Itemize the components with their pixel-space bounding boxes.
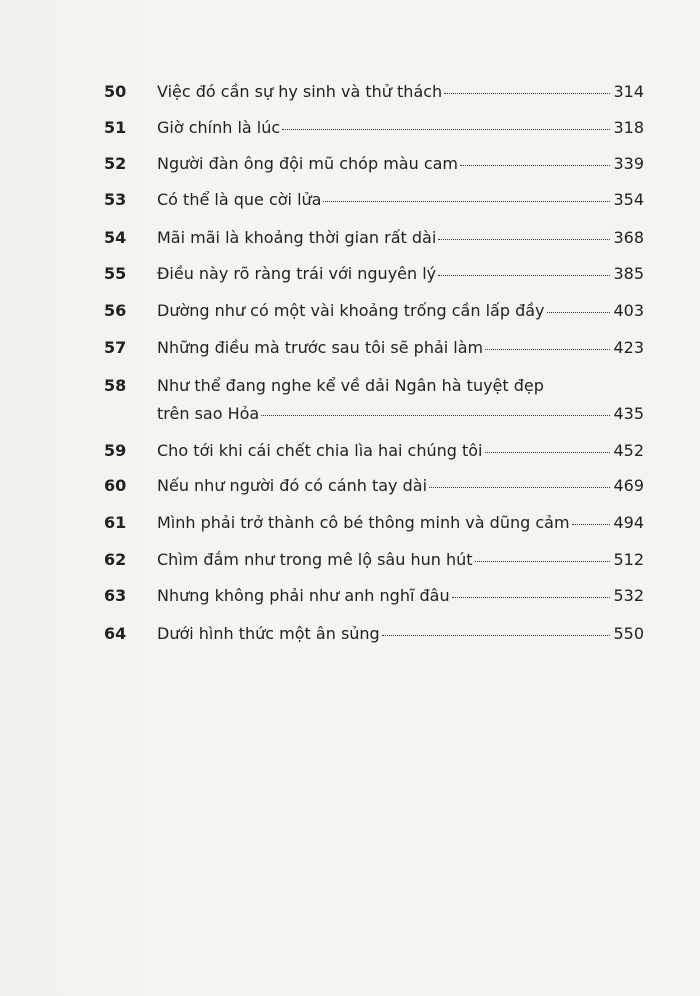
chapter-number: 57 [104,338,127,357]
chapter-number: 51 [104,118,127,137]
page-number: 550 [613,624,644,643]
dot-leader [438,239,610,240]
dot-leader [485,452,611,453]
chapter-title: Cho tới khi cái chết chia lìa hai chúng tôi [157,441,483,460]
chapter-number: 55 [104,264,127,283]
chapter-number: 50 [104,82,127,101]
dot-leader [323,201,610,202]
toc-line [157,118,644,138]
dot-leader [547,312,611,313]
dot-leader [261,415,610,416]
page-number: 385 [613,264,644,283]
dot-leader [452,597,611,598]
chapter-number: 56 [104,301,127,320]
chapter-number: 62 [104,550,127,569]
page-number: 403 [613,301,644,320]
dot-leader [444,93,610,94]
chapter-number: 59 [104,441,127,460]
chapter-title: Nhưng không phải như anh nghĩ đâu [157,586,450,605]
chapter-title: Việc đó cần sự hy sinh và thử thách [157,82,443,101]
chapter-title: Dưới hình thức một ân sủng [157,624,380,643]
dot-leader [282,129,610,130]
dot-leader [475,561,611,562]
page-number: 469 [613,476,644,495]
chapter-number: 61 [104,513,127,532]
page-number: 368 [613,228,644,247]
chapter-number: 52 [104,154,127,173]
chapter-title: Dường như có một vài khoảng trống cần lấp đầy [157,301,545,320]
page-number: 452 [613,441,644,460]
page-number: 512 [613,550,644,569]
chapter-title: Những điều mà trước sau tôi sẽ phải làm [157,338,484,357]
chapter-number: 60 [104,476,127,495]
chapter-title: Nếu như người đó có cánh tay dài [157,476,428,495]
toc-line [157,476,644,496]
toc-line [157,264,644,284]
chapter-title: trên sao Hỏa [157,404,260,423]
page-number: 354 [613,190,644,209]
chapter-title: Người đàn ông đội mũ chóp màu cam [157,154,459,173]
chapter-title: Có thể là que cời lửa [157,190,322,209]
toc-line [157,228,644,248]
dot-leader [382,635,611,636]
chapter-number: 53 [104,190,127,209]
toc-line [157,624,644,644]
page-number: 318 [613,118,644,137]
dot-leader [572,524,611,525]
chapter-number: 64 [104,624,127,643]
chapter-number: 58 [104,376,127,395]
chapter-number: 63 [104,586,127,605]
dot-leader [460,165,610,166]
toc-line [157,441,644,461]
toc-line [157,82,644,102]
toc-line [157,550,644,570]
page-number: 314 [613,82,644,101]
toc-line [157,190,644,210]
chapter-title: Chìm đắm như trong mê lộ sâu hun hút [157,550,473,569]
dot-leader [429,487,610,488]
page-number: 494 [613,513,644,532]
toc-line [157,338,644,358]
page-number: 423 [613,338,644,357]
toc-line [157,513,644,533]
chapter-title: Mình phải trở thành cô bé thông minh và dũng cảm [157,513,570,532]
dot-leader [485,349,610,350]
page-number: 532 [613,586,644,605]
toc-line [157,586,644,606]
chapter-number: 54 [104,228,127,247]
page-number: 435 [613,404,644,423]
chapter-title: Giờ chính là lúc [157,118,281,137]
toc-line [157,301,644,321]
toc-line [157,404,644,424]
chapter-title: Mãi mãi là khoảng thời gian rất dài [157,228,437,247]
chapter-title-line-1: Như thể đang nghe kể về dải Ngân hà tuyệt đẹp [157,376,544,395]
toc-line [157,154,644,174]
dot-leader [438,275,610,276]
chapter-title: Điều này rõ ràng trái với nguyên lý [157,264,437,283]
page-number: 339 [613,154,644,173]
